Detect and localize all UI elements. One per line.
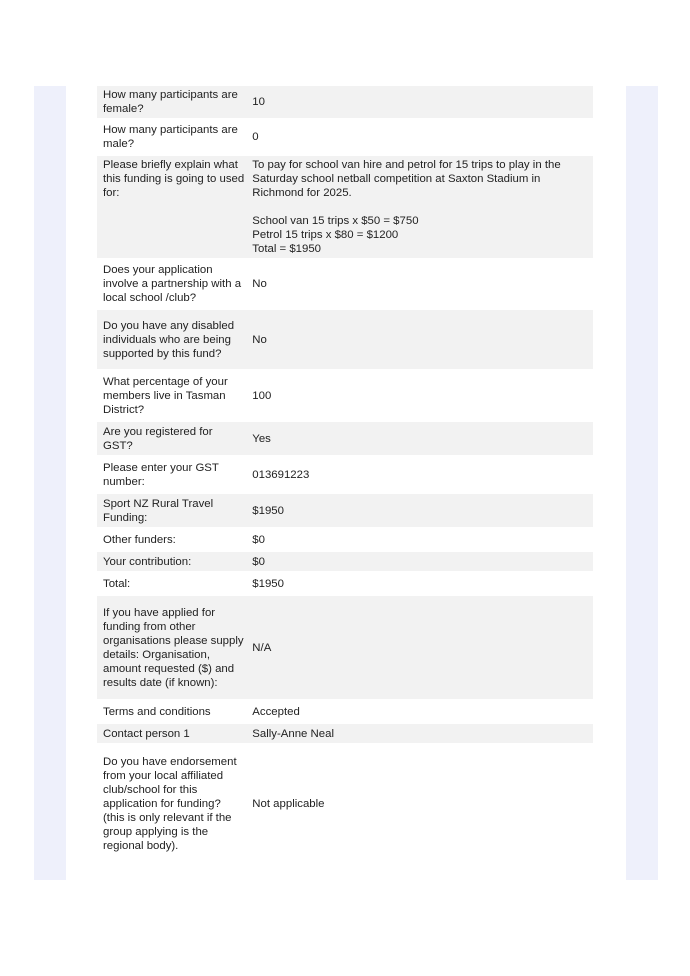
question-label: Other funders: xyxy=(97,530,249,552)
total-cost-line: Total = $1950 xyxy=(252,243,322,255)
question-label: Total: xyxy=(97,574,249,596)
answer-value: 0 xyxy=(249,121,593,156)
answer-value: $1950 xyxy=(249,494,593,530)
answer-value: 013691223 xyxy=(249,458,593,494)
answer-value: 10 xyxy=(249,86,593,121)
question-label: How many participants are male? xyxy=(97,121,249,156)
table-row xyxy=(97,156,593,261)
van-cost-line: School van 15 trips x $50 = $750 xyxy=(252,215,419,227)
answer-value: N/A xyxy=(249,596,593,702)
funding-intro: To pay for school van hire and petrol for 15 trips to play in the Saturday school netball competition at Saxton Stadium in Richmond for 2025. xyxy=(252,159,561,199)
answer-value: 100 xyxy=(249,372,593,422)
table-row xyxy=(97,746,593,864)
table-row xyxy=(97,310,593,372)
table-row xyxy=(97,596,593,702)
table-row xyxy=(97,458,593,494)
table-row xyxy=(97,86,593,121)
question-label: Your contribution: xyxy=(97,552,249,574)
answer-value: $0 xyxy=(249,552,593,574)
answer-value: No xyxy=(249,310,593,372)
application-details-table xyxy=(97,86,593,864)
question-label: If you have applied for funding from other organisations please supply details: Organisation, amount requested ($) and results date (if known): xyxy=(97,596,249,702)
question-label: Do you have any disabled individuals who are being supported by this fund? xyxy=(97,310,249,372)
table-row xyxy=(97,372,593,422)
answer-value: No xyxy=(249,261,593,310)
answer-value: Sally-Anne Neal xyxy=(249,724,593,746)
table-row xyxy=(97,702,593,724)
question-label: Contact person 1 xyxy=(97,724,249,746)
question-label: Please briefly explain what this funding is going to used for: xyxy=(97,156,249,261)
question-label: Are you registered for GST? xyxy=(97,422,249,458)
answer-value: $1950 xyxy=(249,574,593,596)
funding-explanation xyxy=(249,156,593,261)
table-row xyxy=(97,574,593,596)
table-row xyxy=(97,422,593,458)
answer-value: Not applicable xyxy=(249,746,593,864)
question-label: How many participants are female? xyxy=(97,86,249,121)
table-row xyxy=(97,494,593,530)
question-label: Do you have endorsement from your local affiliated club/school for this application for funding? (this is only relevant if the group applying is the regional body). xyxy=(97,746,249,864)
answer-value: $0 xyxy=(249,530,593,552)
question-label: Sport NZ Rural Travel Funding: xyxy=(97,494,249,530)
table-row xyxy=(97,552,593,574)
table-row xyxy=(97,724,593,746)
table-row xyxy=(97,261,593,310)
table-row xyxy=(97,530,593,552)
answer-value: Yes xyxy=(249,422,593,458)
paragraph-gap xyxy=(252,200,589,214)
question-label: What percentage of your members live in Tasman District? xyxy=(97,372,249,422)
answer-value: Accepted xyxy=(249,702,593,724)
table-row xyxy=(97,121,593,156)
question-label: Please enter your GST number: xyxy=(97,458,249,494)
question-label: Terms and conditions xyxy=(97,702,249,724)
question-label: Does your application involve a partnership with a local school /club? xyxy=(97,261,249,310)
petrol-cost-line: Petrol 15 trips x $80 = $1200 xyxy=(252,229,399,241)
